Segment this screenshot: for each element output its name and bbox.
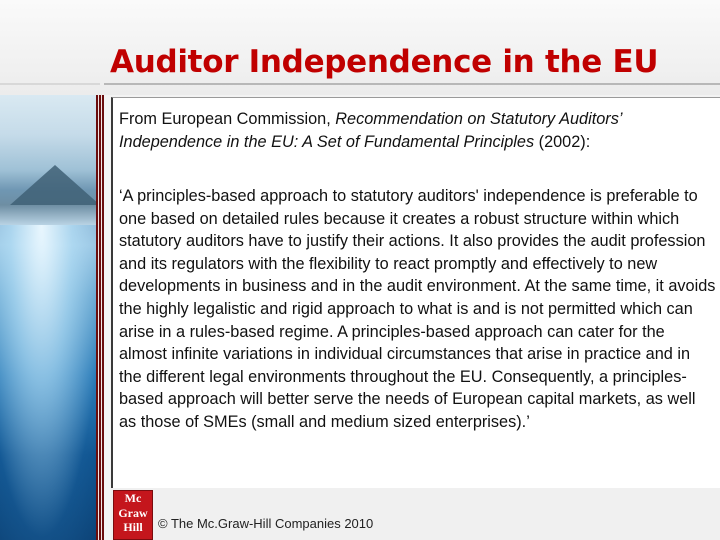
- title-divider-left: [0, 83, 100, 85]
- logo-line-2: Graw: [118, 505, 148, 520]
- source-work-title: Recommendation on Statutory Auditors’ Independence in the EU: A Set of Fundamental Principles: [119, 110, 622, 151]
- source-author: European Commission: [161, 110, 327, 128]
- copyright-text: © The Mc.Graw-Hill Companies 2010: [158, 516, 374, 531]
- quote-text: ‘A principles-based approach to statutory auditors' independence is preferable to one based on detailed rules because it creates a robust structure within which statutory auditors have to justify their actions. It also provides the audit profession and its regulators with the flexibility to react promptly and effectively to new developments in business and in the audit environment. At the same time, it avoids the highly legalistic and rigid approach to what is and is not permitted which can arise in a rules-based regime. A principles-based approach can cater for the almost infinite variations in individual circumstances that arise in practice and in the different legal environments throughout the EU. Consequently, a principles-based approach will better serve the needs of European capital markets, as well as those of SMEs (small and medium sized enterprises).’: [119, 187, 716, 431]
- decorative-stripes: [96, 95, 104, 540]
- iceberg-photo: [0, 95, 104, 540]
- glacier-shape: [0, 225, 104, 540]
- logo-line-1: Mc: [124, 491, 142, 505]
- source-prefix: From: [119, 110, 162, 128]
- mcgraw-hill-logo: [113, 490, 153, 540]
- slide-title: Auditor Independence in the EU: [110, 44, 659, 80]
- footer: [111, 488, 720, 540]
- logo-line-3: Hill: [123, 520, 143, 534]
- source-separator: ,: [326, 110, 336, 128]
- source-year: (2002):: [534, 132, 591, 151]
- title-divider: [104, 83, 720, 85]
- source-citation: [119, 108, 709, 153]
- mountain-shape: [10, 165, 100, 205]
